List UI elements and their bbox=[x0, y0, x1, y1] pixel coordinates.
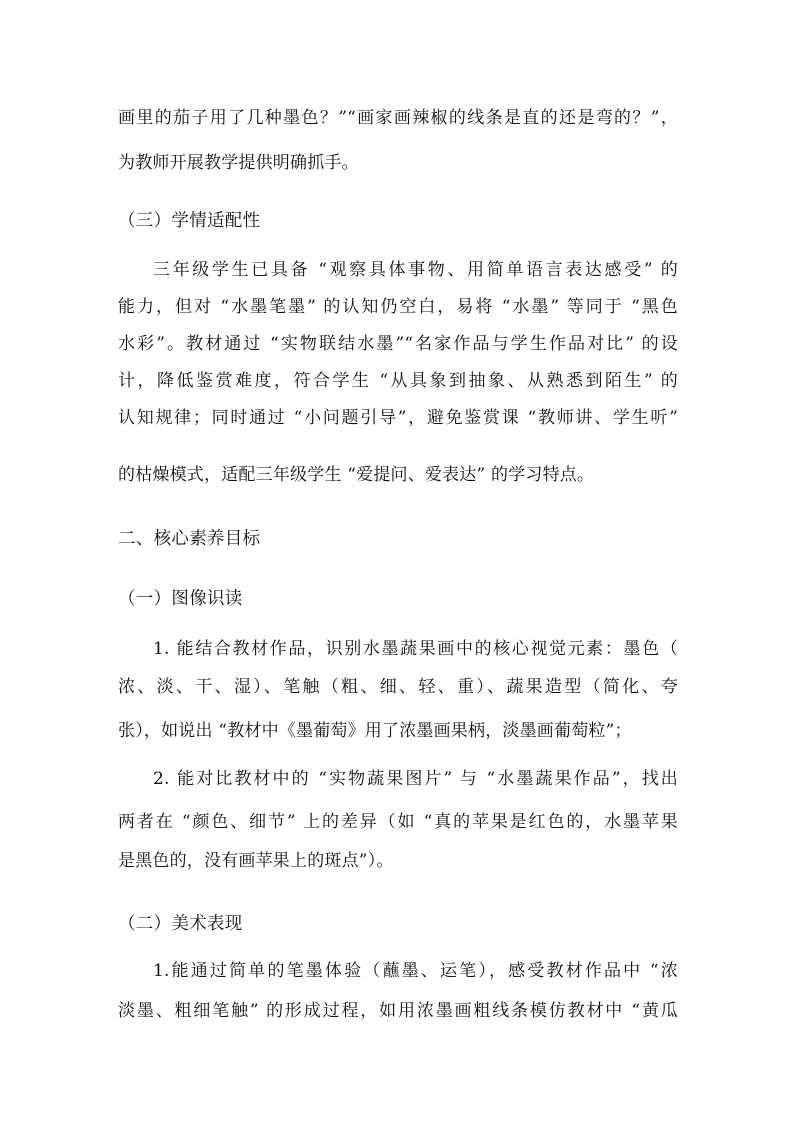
chapter-heading-core-literacy: 二、核心素养目标 bbox=[118, 529, 261, 549]
paragraph-line: 三年级学生已具备 “观察具体事物、用简单语言表达感受” 的 bbox=[153, 260, 678, 280]
list-item-line: 浓、淡、干、湿）、笔触（粗、细、轻、重）、蔬果造型（简化、夸 bbox=[118, 677, 678, 697]
section-heading-art-expression: （二）美术表现 bbox=[118, 914, 243, 934]
section-heading-learner-fit: （三）学情适配性 bbox=[118, 211, 261, 231]
list-item-line: 1. 能结合教材作品，识别水墨蔬果画中的核心视觉元素：墨色（ bbox=[153, 639, 678, 659]
list-item-line: 是黑色的，没有画苹果上的斑点”）。 bbox=[118, 851, 394, 871]
paragraph-line: 画里的茄子用了几种墨色？”“画家画辣椒的线条是直的还是弯的？”， bbox=[118, 108, 678, 128]
list-item-line: 两者在 “颜色、细节” 上的差异（如 “真的苹果是红色的，水墨苹果 bbox=[118, 812, 678, 832]
paragraph-line: 能力，但对 “水墨笔墨” 的认知仍空白，易将 “水墨” 等同于 “黑色 bbox=[118, 297, 678, 317]
list-item-line: 1.能通过简单的笔墨体验（蘸墨、运笔），感受教材作品中 “浓 bbox=[153, 961, 678, 981]
paragraph-line: 的枯燥模式，适配三年级学生 “爱提问、爱表达” 的学习特点。 bbox=[118, 465, 595, 485]
section-heading-image-reading: （一）图像识读 bbox=[118, 589, 243, 609]
paragraph-line: 为教师开展教学提供明确抓手。 bbox=[118, 153, 359, 173]
list-item-line: 张），如说出 “教材中《墨葡萄》用了浓墨画果柄，淡墨画葡萄粒”； bbox=[118, 721, 632, 741]
list-item-line: 淡墨、粗细笔触” 的形成过程，如用浓墨画粗线条模仿教材中 “黄瓜 bbox=[118, 1001, 678, 1021]
paragraph-line: 计，降低鉴赏难度，符合学生 “从具象到抽象、从熟悉到陌生” 的 bbox=[118, 371, 678, 391]
list-item-line: 2. 能对比教材中的 “实物蔬果图片” 与 “水墨蔬果作品”，找出 bbox=[153, 769, 678, 789]
paragraph-line: 认知规律；同时通过 “小问题引导”，避免鉴赏课 “教师讲、学生听” bbox=[118, 408, 678, 428]
paragraph-line: 水彩”。教材通过 “实物联结水墨”“名家作品与学生作品对比” 的设 bbox=[118, 334, 678, 354]
